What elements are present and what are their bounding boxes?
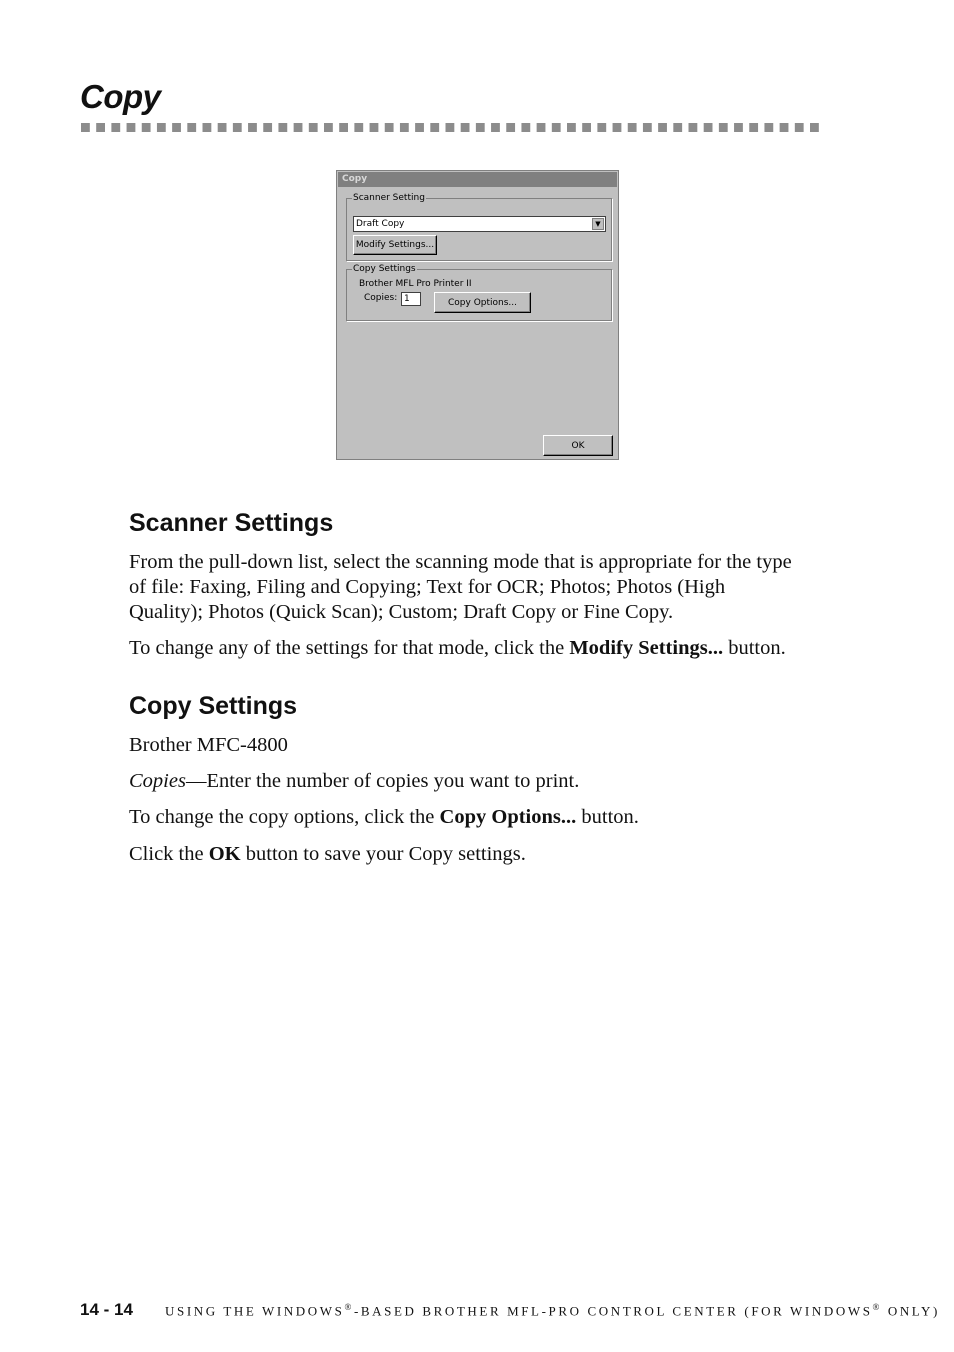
copy-model-text: Brother MFC-4800 [129, 734, 288, 756]
scan-mode-value: Draft Copy [356, 219, 405, 229]
copy-dialog [336, 170, 619, 460]
page-title: Copy [80, 78, 161, 115]
scanner-paragraph-line-1: From the pull-down list, select the scanning mode that is appropriate for the type [129, 551, 792, 573]
scanner-paragraph-line-2: of file: Faxing, Filing and Copying; Text for OCR; Photos; Photos (High [129, 576, 726, 598]
copy-settings-heading: Copy Settings [129, 692, 298, 720]
copy-settings-group-label: Copy Settings [353, 264, 416, 274]
ok-button[interactable]: OK [543, 435, 613, 456]
title-dotted-rule [81, 123, 825, 132]
copy-options-button[interactable]: Copy Options... [434, 292, 531, 313]
ok-paragraph: Click the OK button to save your Copy settings. [129, 843, 526, 865]
scanner-paragraph-2: To change any of the settings for that mode, click the Modify Settings... button. [129, 637, 786, 659]
scanner-settings-heading: Scanner Settings [129, 509, 334, 537]
copies-label: Copies: [364, 293, 398, 303]
running-footer: USING THE WINDOWS®-BASED BROTHER MFL-PRO CONTROL CENTER (FOR WINDOWS® ONLY) [165, 1302, 940, 1319]
scanner-paragraph-line-3: Quality); Photos (Quick Scan); Custom; Draft Copy or Fine Copy. [129, 601, 674, 623]
scanner-setting-group-label: Scanner Setting [353, 193, 425, 203]
chevron-down-icon[interactable]: ▼ [592, 218, 604, 230]
copy-settings-group [346, 264, 612, 321]
printer-name: Brother MFL Pro Printer II [359, 279, 472, 289]
copies-description: Copies—Enter the number of copies you want to print. [129, 770, 580, 792]
copy-options-paragraph: To change the copy options, click the Copy Options... button. [129, 806, 639, 828]
scanner-setting-group [346, 193, 612, 261]
page-number: 14 - 14 [80, 1300, 133, 1319]
dialog-titlebar: Copy [338, 172, 617, 187]
scan-mode-dropdown[interactable] [353, 216, 606, 232]
modify-settings-button[interactable]: Modify Settings... [353, 235, 437, 255]
copies-input[interactable]: 1 [401, 292, 421, 306]
